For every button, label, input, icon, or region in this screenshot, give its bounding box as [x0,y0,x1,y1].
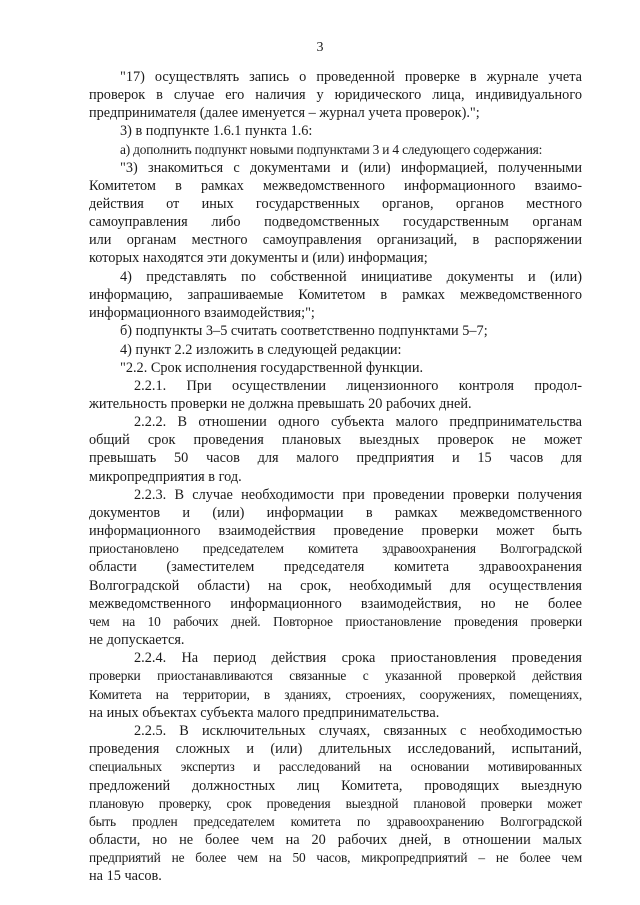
text-line: б) подпункты 3–5 считать соответственно подпунктами 5–7; [120,323,488,339]
text-line: на 15 часов. [89,868,162,884]
text-line: приостановлено председателем комитета здравоохранения Волгоградской [89,541,582,556]
text-line: 2.2.1. При осуществлении лицензионного контроля продол- [134,378,582,394]
text-line: предприятий не более чем на 50 часов, микропредприятий – не более чем [89,850,582,865]
text-line: Комитета на территории, в зданиях, строениях, сооружениях, помещениях, [89,687,582,702]
text-line: специальных экспертиз и расследований на основании мотивированных [89,759,582,774]
text-line: общий срок проведения плановых выездных проверок не может [89,432,582,448]
text-line: 4) пункт 2.2 изложить в следующей редакции: [120,342,402,358]
text-line: предпринимателя (далее именуется – журнал учета проверок)."; [89,105,480,121]
page-number: 3 [316,40,324,55]
text-line: или органам местного самоуправления организаций, в распоряжении [89,232,582,248]
text-line: межведомственного информационного взаимодействия, но не более [89,596,582,612]
text-line: области (заместителем председателя комитета здравоохранения [89,559,582,575]
text-line: проверок в случае его наличия у юридического лица, индивидуального [89,87,582,103]
text-line: информационного взаимодействия;"; [89,305,315,321]
text-line: 2.2.4. На период действия срока приостановления проведения [134,650,582,666]
text-line: "3) знакомиться с документами и (или) информацией, полученными [120,160,582,176]
text-line: на иных объектах субъекта малого предпринимательства. [89,705,440,721]
text-line: превышать 50 часов для малого предприятия и 15 часов для [89,450,582,466]
text-line: информацию, запрашиваемые Комитетом в рамках межведомственного [89,287,582,303]
text-line: проверки приостанавливаются связанные с указанной проверкой действия [89,668,582,683]
text-line: которых находятся эти документы и (или) информация; [89,250,428,266]
text-line: микропредприятия в год. [89,469,242,485]
text-line: действия от иных государственных органов, органов местного [89,196,582,212]
text-line: быть продлен председателем комитета по здравоохранению Волгоградской [89,814,582,829]
text-line: "17) осуществлять запись о проведенной проверке в журнале учета [120,69,582,85]
text-line: самоуправления либо подведомственных государственным органам [89,214,582,230]
text-line: не допускается. [89,632,185,648]
text-line: 3) в подпункте 1.6.1 пункта 1.6: [120,123,313,139]
text-line: а) дополнить подпункт новыми подпунктами 3 и 4 следующего содержания: [120,142,543,157]
text-line: чем на 10 рабочих дней. Повторное приостановление проведения проверки [89,614,582,629]
text-line: 4) представлять по собственной инициативе документы и (или) [120,269,582,285]
text-line: документов и (или) информации в рамках межведомственного [89,505,582,521]
text-line: области, но не более чем на 20 рабочих дней, в отношении малых [89,832,582,848]
text-line: плановую проверку, срок проведения выездной плановой проверки может [89,796,582,811]
text-line: информационного взаимодействия проведение проверки может быть [89,523,582,539]
text-line: Комитетом в рамках межведомственного информационного взаимо- [89,178,582,194]
text-line: жительность проверки не должна превышать 20 рабочих дней. [89,396,472,412]
text-line: 2.2.5. В исключительных случаях, связанных с необходимостью [134,723,582,739]
text-line: Волгоградской области) на срок, необходимый для осуществления [89,578,582,594]
text-line: 2.2.2. В отношении одного субъекта малого предпринимательства [134,414,582,430]
text-line: "2.2. Срок исполнения государственной функции. [120,360,424,376]
text-line: 2.2.3. В случае необходимости при проведении проверки получения [134,487,582,503]
text-line: проведения сложных и (или) длительных исследований, испытаний, [89,741,582,757]
text-line: предложений должностных лиц Комитета, проводящих выездную [89,778,582,794]
